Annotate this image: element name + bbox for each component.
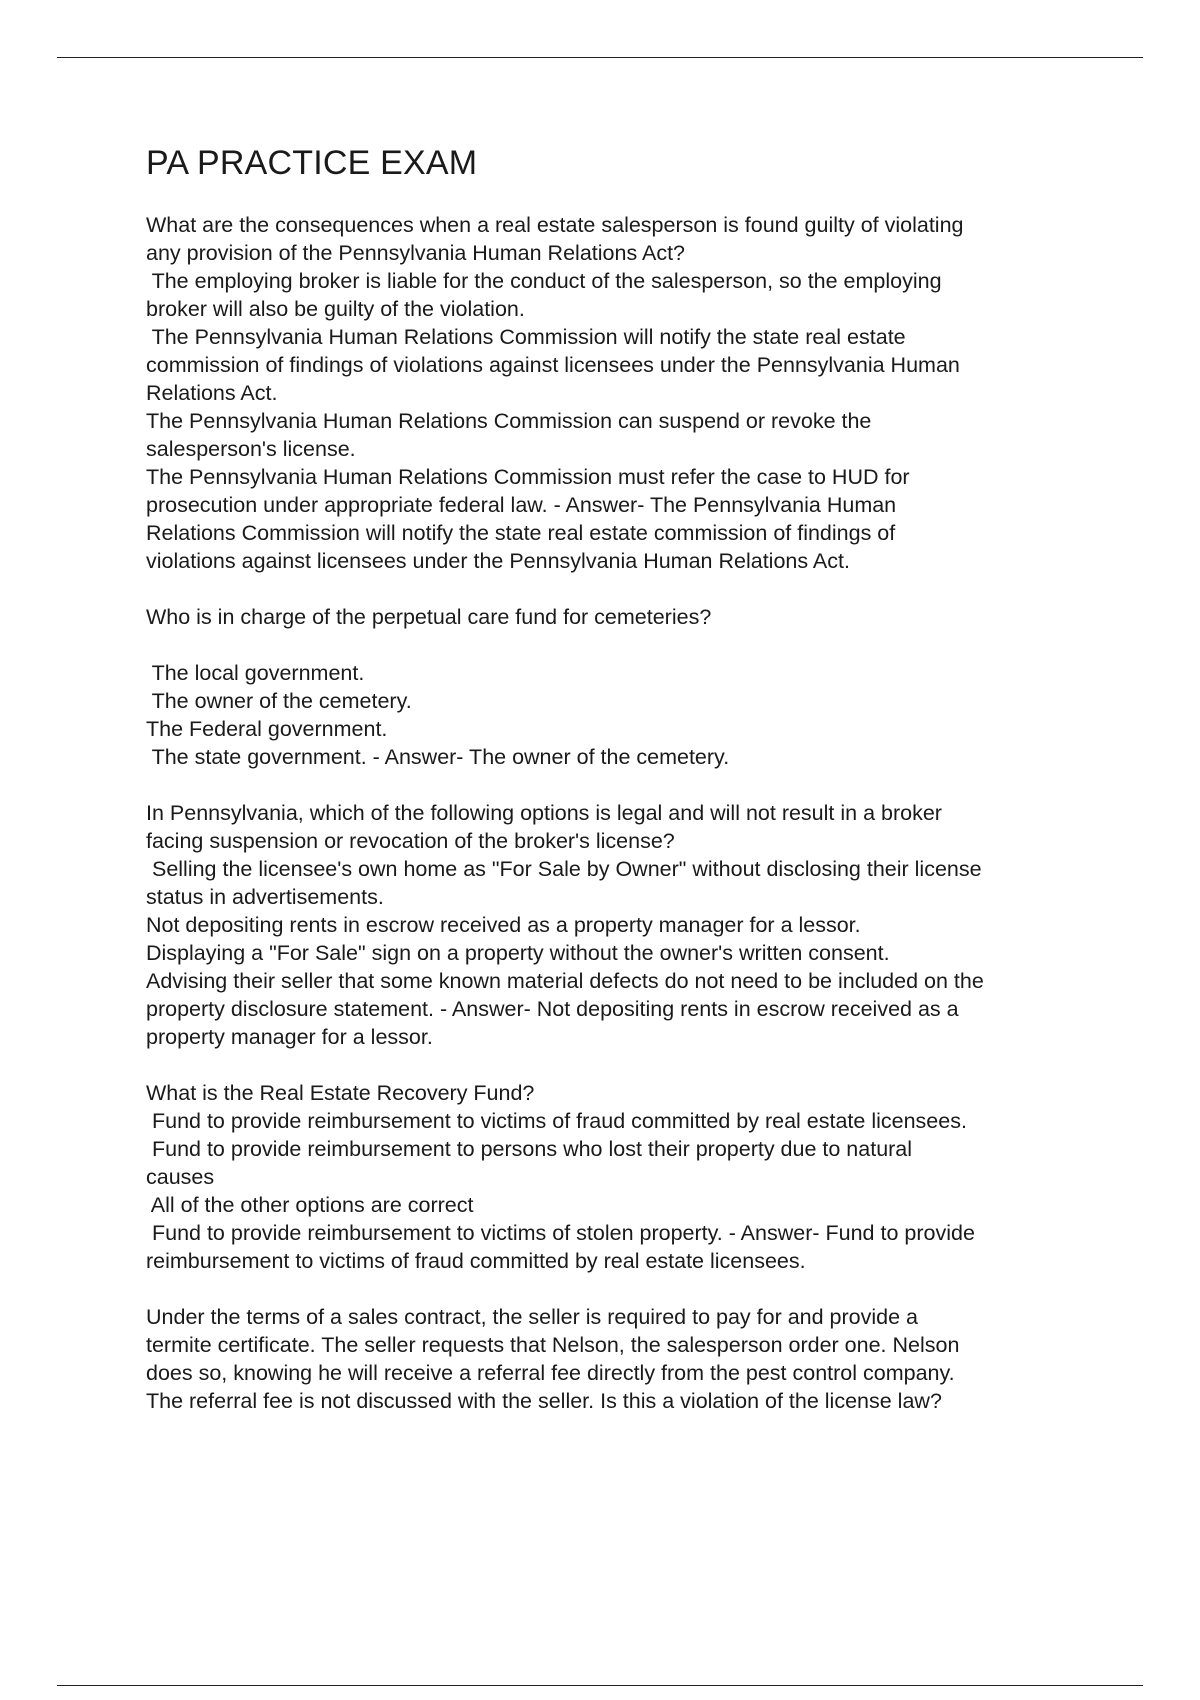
text-line: any provision of the Pennsylvania Human Relations Act?	[146, 241, 686, 265]
text-line: Selling the licensee's own home as "For Sale by Owner" without disclosing their license	[146, 857, 982, 881]
text-line: The Pennsylvania Human Relations Commission must refer the case to HUD for	[146, 465, 910, 489]
text-line: The employing broker is liable for the conduct of the salesperson, so the employing	[146, 269, 942, 293]
text-line: Fund to provide reimbursement to victims of stolen property. - Answer- Fund to provide	[146, 1221, 975, 1245]
paragraph-gap	[146, 771, 1106, 799]
question-block-3	[146, 799, 1106, 1051]
paragraph-gap	[146, 1051, 1106, 1079]
text-line: violations against licensees under the Pennsylvania Human Relations Act.	[146, 549, 850, 573]
text-line: The local government.	[146, 661, 365, 685]
text-line: salesperson's license.	[146, 437, 356, 461]
text-line: status in advertisements.	[146, 885, 384, 909]
question-block-1	[146, 211, 1106, 575]
text-line: facing suspension or revocation of the broker's license?	[146, 829, 675, 853]
text-line: All of the other options are correct	[146, 1193, 474, 1217]
question-block-2	[146, 603, 1106, 771]
text-line: The owner of the cemetery.	[146, 689, 412, 713]
text-line: The Federal government.	[146, 717, 388, 741]
text-line: Fund to provide reimbursement to persons who lost their property due to natural	[146, 1137, 913, 1161]
text-line: reimbursement to victims of fraud committed by real estate licensees.	[146, 1249, 806, 1273]
text-line: property manager for a lessor.	[146, 1025, 433, 1049]
paragraph-gap	[146, 1275, 1106, 1303]
text-line: Relations Commission will notify the state real estate commission of findings of	[146, 521, 896, 545]
text-line: broker will also be guilty of the violation.	[146, 297, 525, 321]
text-line: Relations Act.	[146, 381, 278, 405]
text-line: The state government. - Answer- The owner of the cemetery.	[146, 745, 730, 769]
text-line: Advising their seller that some known material defects do not need to be included on the	[146, 969, 984, 993]
text-line: does so, knowing he will receive a referral fee directly from the pest control company.	[146, 1361, 955, 1385]
text-line: In Pennsylvania, which of the following options is legal and will not result in a broker	[146, 801, 942, 825]
text-line: The Pennsylvania Human Relations Commission will notify the state real estate	[146, 325, 906, 349]
text-line: What is the Real Estate Recovery Fund?	[146, 1081, 535, 1105]
text-line: Under the terms of a sales contract, the seller is required to pay for and provide a	[146, 1305, 919, 1329]
text-line: causes	[146, 1165, 215, 1189]
text-line: Who is in charge of the perpetual care fund for cemeteries?	[146, 605, 712, 629]
text-line: commission of findings of violations against licensees under the Pennsylvania Human	[146, 353, 960, 377]
text-line: Displaying a "For Sale" sign on a property without the owner's written consent.	[146, 941, 890, 965]
text-line: The referral fee is not discussed with the seller. Is this a violation of the license law?	[146, 1389, 942, 1413]
paragraph-gap	[146, 575, 1106, 603]
bottom-divider	[57, 1685, 1143, 1686]
question-block-5	[146, 1303, 1106, 1415]
text-line: Fund to provide reimbursement to victims of fraud committed by real estate licensees.	[146, 1109, 967, 1133]
text-line: prosecution under appropriate federal law. - Answer- The Pennsylvania Human	[146, 493, 897, 517]
text-line: Not depositing rents in escrow received as a property manager for a lessor.	[146, 913, 861, 937]
document-body	[146, 143, 1106, 1415]
text-line: property disclosure statement. - Answer- Not depositing rents in escrow received as a	[146, 997, 959, 1021]
text-line: The Pennsylvania Human Relations Commission can suspend or revoke the	[146, 409, 872, 433]
document-title: PA PRACTICE EXAM	[146, 144, 478, 182]
text-line: termite certificate. The seller requests that Nelson, the salesperson order one. Nelson	[146, 1333, 960, 1357]
top-divider	[57, 57, 1143, 58]
text-line: What are the consequences when a real estate salesperson is found guilty of violating	[146, 213, 964, 237]
question-block-4	[146, 1079, 1106, 1275]
text-line	[146, 631, 1106, 659]
